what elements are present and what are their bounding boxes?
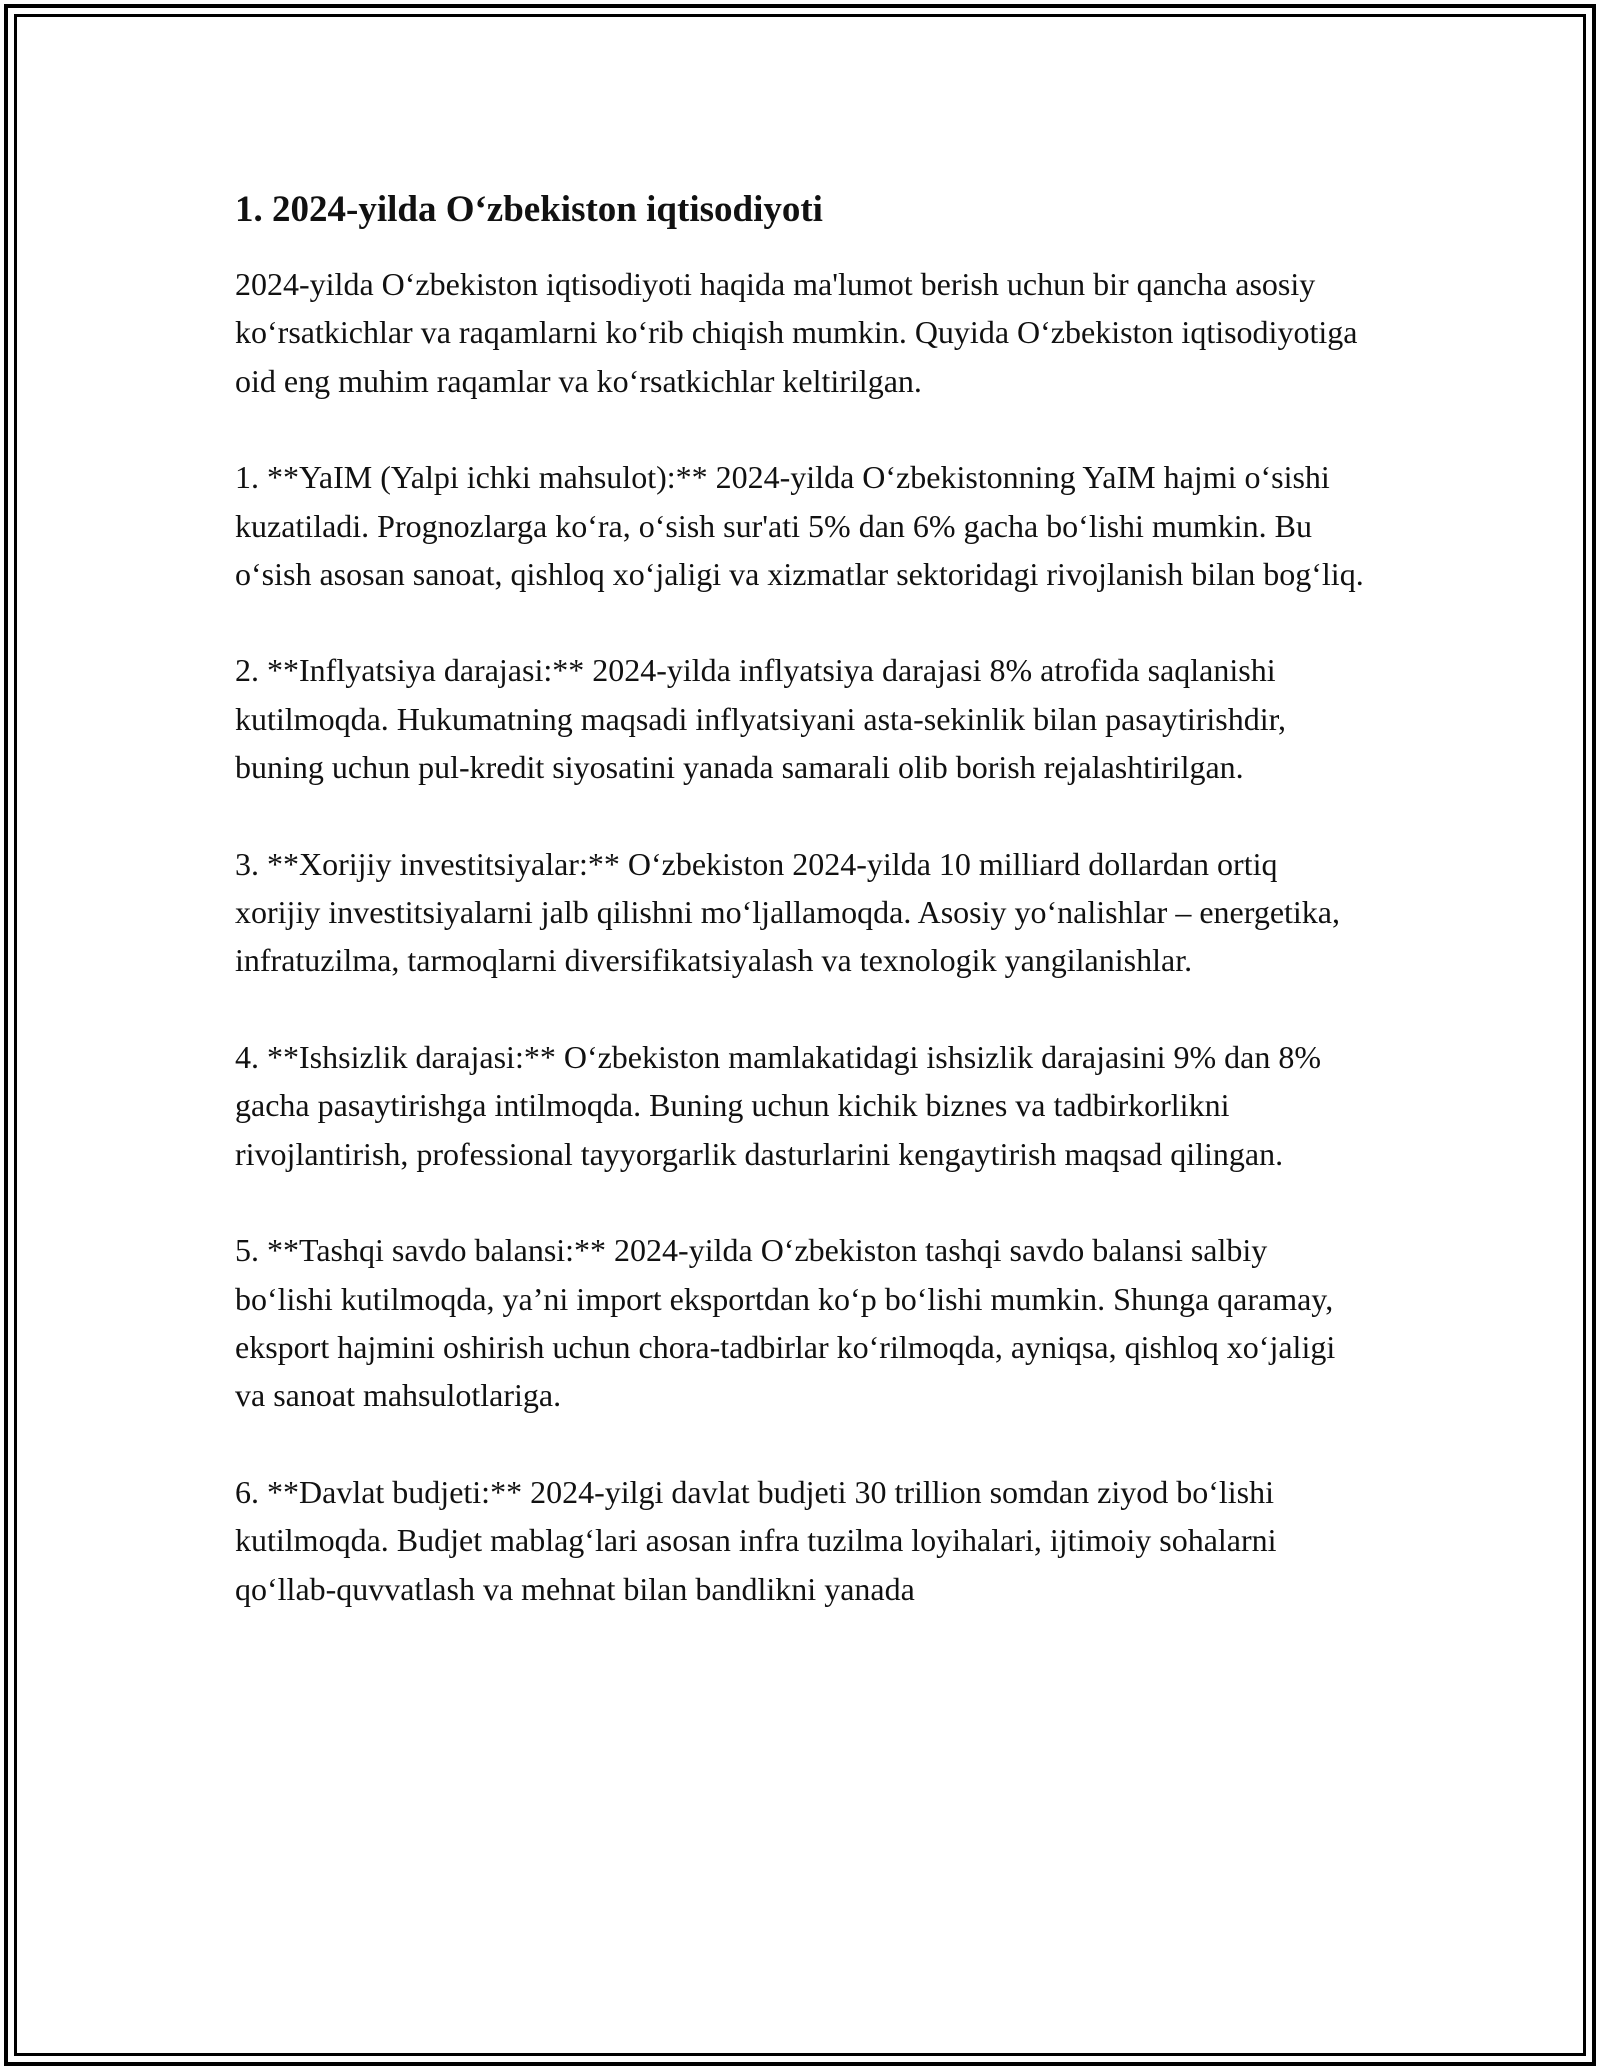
list-item-foreign-investment: 3. **Xorijiy investitsiyalar:** O‘zbekiston 2024-yilda 10 milliard dollardan ortiq xorijiy investitsiyalarni jalb qilishni mo‘ljallamoqda. Asosiy yo‘nalishlar – energetika, infratuzilma, tarmoqlarni diversifikatsiyalash va texnologik yangilanishlar.: [235, 845, 1340, 979]
page-title: 1. 2024-yilda O‘zbekiston iqtisodiyoti: [235, 189, 823, 230]
intro-paragraph: 2024-yilda O‘zbekiston iqtisodiyoti haqida ma'lumot berish uchun bir qancha asosiy ko‘rsatkichlar va raqamlarni ko‘rib chiqish mumkin. Quyida O‘zbekiston iqtisodiyotiga oid eng muhim raqamlar va ko‘rsatkichlar keltirilgan.: [235, 266, 1358, 399]
document-body: [235, 186, 1365, 1661]
list-item-state-budget: 6. **Davlat budjeti:** 2024-yilgi davlat budjeti 30 trillion somdan ziyod bo‘lishi kutilmoqda. Budjet mablag‘lari asosan infra tuzilma loyihalari, ijtimoiy sohalarni qo‘llab-quvvatlash va mehnat bilan bandlikni yanada: [235, 1473, 1277, 1607]
list-item-trade-balance: 5. **Tashqi savdo balansi:** 2024-yilda O‘zbekiston tashqi savdo balansi salbiy bo‘lishi kutilmoqda, ya’ni import eksportdan ko‘p bo‘lishi mumkin. Shunga qaramay, eksport hajmini oshirish uchun chora-tadbirlar ko‘rilmoqda, ayniqsa, qishloq xo‘jaligi va sanoat mahsulotlariga.: [235, 1232, 1336, 1414]
list-item-gdp: 1. **YaIM (Yalpi ichki mahsulot):** 2024-yilda O‘zbekistonning YaIM hajmi o‘sishi kuzatiladi. Prognozlarga ko‘ra, o‘sish sur'ati 5% dan 6% gacha bo‘lishi mumkin. Bu o‘sish asosan sanoat, qishloq xo‘jaligi va xizmatlar sektoridagi rivojlanish bilan bog‘liq.: [235, 459, 1364, 593]
list-item-unemployment: 4. **Ishsizlik darajasi:** O‘zbekiston mamlakatidagi ishsizlik darajasini 9% dan 8% gacha pasaytirishga intilmoqda. Buning uchun kichik biznes va tadbirkorlikni rivojlantirish, professional tayyorgarlik dasturlarini kengaytirish maqsad qilingan.: [235, 1038, 1321, 1172]
list-item-inflation: 2. **Inflyatsiya darajasi:** 2024-yilda inflyatsiya darajasi 8% atrofida saqlanishi kutilmoqda. Hukumatning maqsadi inflyatsiyani asta-sekinlik bilan pasaytirishdir, buning uchun pul-kredit siyosatini yanada samarali olib borish rejalashtirilgan.: [235, 652, 1286, 786]
